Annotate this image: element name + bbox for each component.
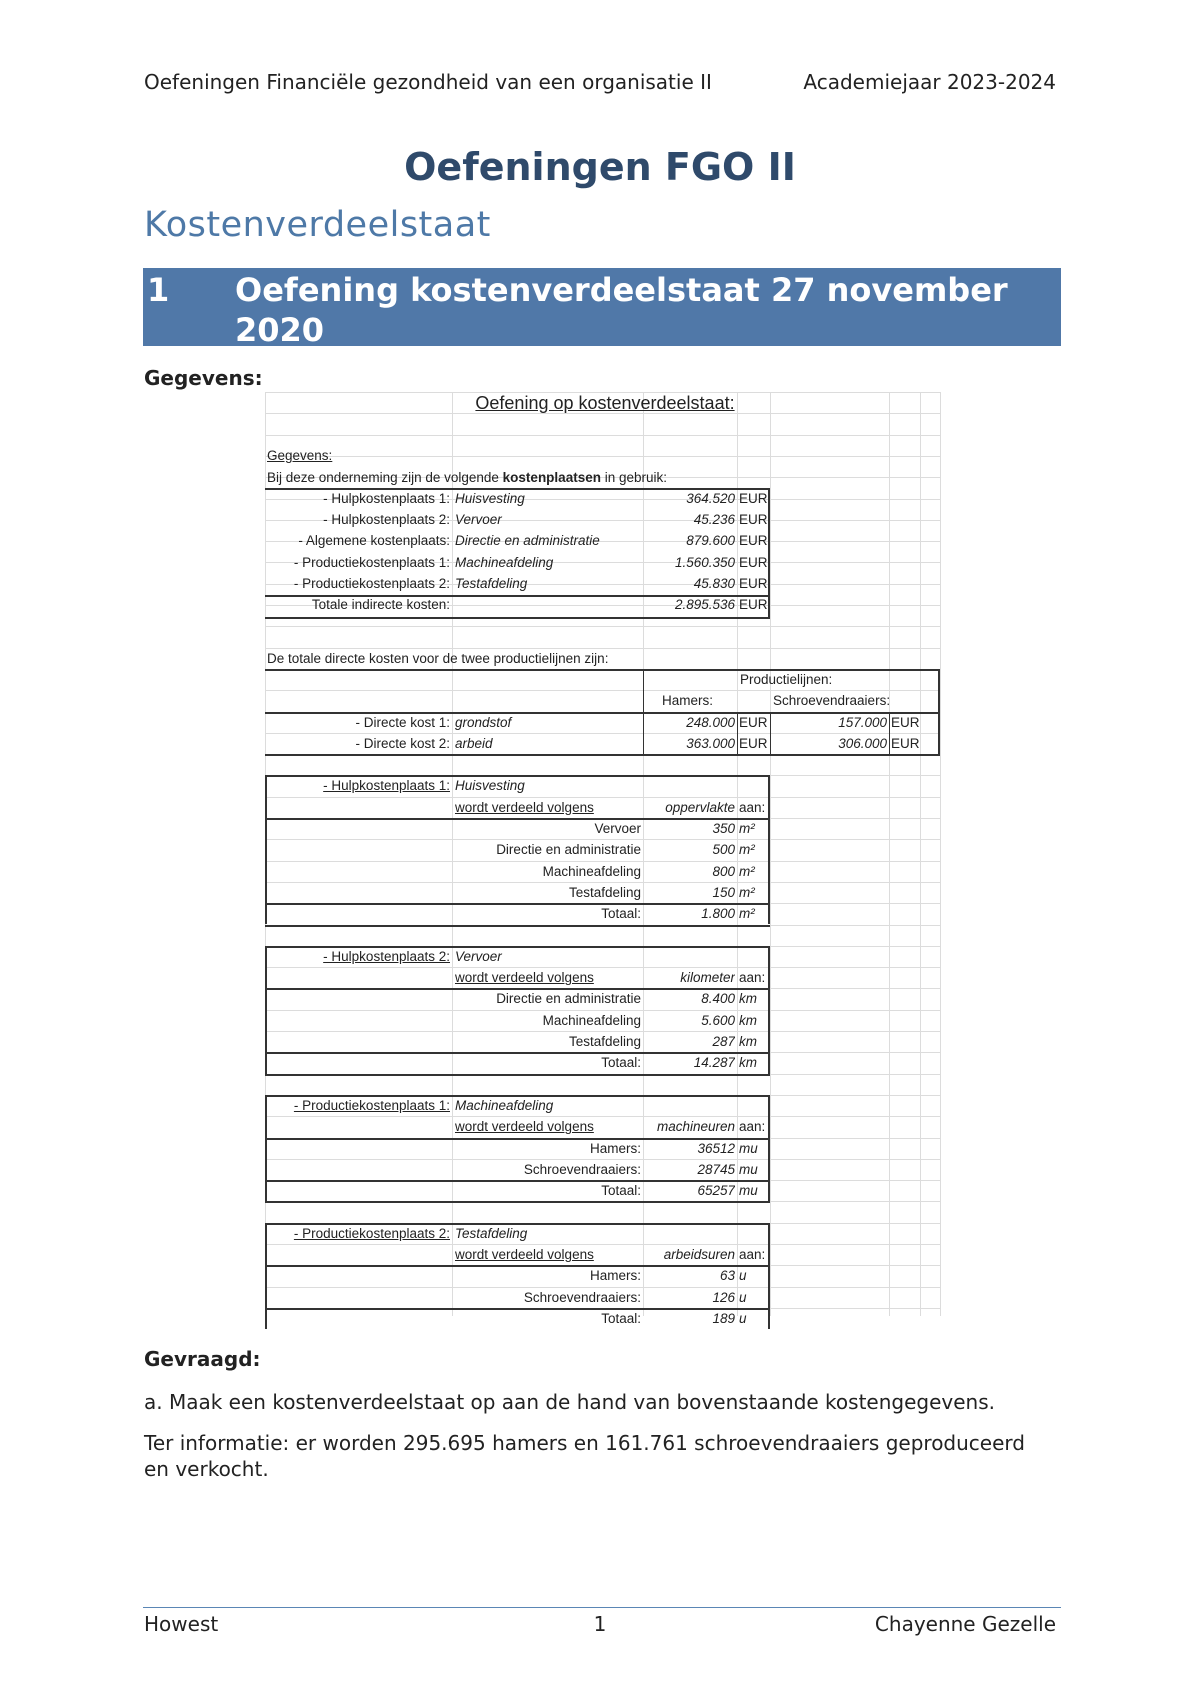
box-border [768,775,770,924]
block-total-unit: u [739,1310,747,1326]
header-academic-year: Academiejaar 2023-2024 [803,70,1056,94]
block-key: kilometer [680,970,735,986]
block-name: Testafdeling [455,1225,528,1241]
block-row-unit: m² [739,842,755,858]
box-border [265,1095,267,1202]
kostenplaats-name: Vervoer [455,512,502,528]
direct-kost-name: arbeid [455,735,493,751]
block-row-value: 500 [712,842,735,858]
totaal-indirect-unit: EUR [739,597,768,613]
block-row-name: Machineafdeling [542,1012,641,1028]
box-border [265,754,940,756]
block-name: Huisvesting [455,778,525,794]
gridline-vertical [940,392,941,1316]
block-total-unit: km [739,1055,757,1071]
gridline-vertical [770,392,771,1316]
direct-kost-hamers: 248.000 [686,714,735,730]
block-verdeeld-label: wordt verdeeld volgens [455,799,594,815]
gridline-horizontal [265,626,940,627]
kostenplaats-value: 45.830 [693,576,735,592]
block-row-name: Directie en administratie [496,842,641,858]
block-row-value: 8.400 [701,991,735,1007]
block-label: - Hulpkostenplaats 1: [323,778,450,794]
block-row-name: Directie en administratie [496,991,641,1007]
block-total-value: 14.287 [693,1055,735,1071]
block-verdeeld-label: wordt verdeeld volgens [455,1247,594,1262]
gridline-vertical [737,392,738,1316]
box-border [768,1095,770,1202]
block-total-unit: m² [739,906,755,922]
block-row-value: 63 [719,1268,735,1284]
block-name: Machineafdeling [455,1097,554,1113]
exercise-number: 1 [147,271,170,309]
block-total-label: Totaal: [601,1310,641,1326]
kostenplaats-label: - Productiekostenplaats 2: [293,576,450,592]
block-total-value: 65257 [697,1183,735,1199]
kostenplaats-name: Testafdeling [455,576,528,592]
footer-page-number: 1 [593,1612,607,1636]
sheet-gegevens-label: Gegevens: [267,448,333,464]
block-row-unit: m² [739,884,755,900]
box-border [889,712,890,755]
gridline-vertical [920,392,921,1316]
document-title: Oefeningen FGO II [404,145,796,189]
direct-kost-schroef: 306.000 [838,735,887,751]
direct-kost-schroef-unit: EUR [891,735,920,751]
kostenplaats-unit: EUR [739,554,768,570]
block-total-value: 189 [712,1310,735,1326]
block-row-value: 800 [712,863,735,879]
direct-kost-label: - Directe kost 1: [355,714,450,730]
block-verdeeld-label: wordt verdeeld volgens [455,1119,594,1135]
gridline-vertical [452,392,453,1316]
block-row-unit: m² [739,821,755,836]
block-row-unit: u [739,1268,747,1284]
kostenplaats-unit: EUR [739,533,768,549]
kostenplaats-unit: EUR [739,490,768,506]
kostenplaats-value: 1.560.350 [674,554,735,570]
header-course-title: Oefeningen Financiële gezondheid van een organisatie II [144,70,712,94]
box-border [265,1201,770,1203]
hamers-header: Hamers: [661,693,713,709]
block-aan: aan: [739,970,766,986]
kostenplaats-name: Directie en administratie [455,533,600,549]
direct-kost-label: - Directe kost 2: [355,735,450,751]
block-key: arbeidsuren [663,1247,735,1262]
footer-divider [143,1607,1061,1608]
question-a: a. Maak een kostenverdeelstaat op aan de hand van bovenstaande kostengegevens. [144,1390,995,1414]
block-label: - Productiekostenplaats 2: [293,1225,450,1241]
footer-institution: Howest [144,1612,219,1636]
block-verdeeld-label: wordt verdeeld volgens [455,970,594,986]
block-label: - Hulpkostenplaats 2: [323,948,450,964]
direct-kost-name: grondstof [455,714,512,730]
box-border [768,946,770,1074]
block-row-value: 28745 [697,1161,735,1177]
box-border [265,775,267,924]
block-total-label: Totaal: [601,1183,641,1199]
block-row-name: Schroevendraaiers: [523,1289,641,1305]
block-label: - Productiekostenplaats 1: [293,1097,450,1113]
block-row-unit: u [739,1289,747,1305]
box-border [265,1223,770,1225]
spreadsheet-image [265,392,940,1326]
block-row-unit: m² [739,863,755,879]
block-row-value: 350 [712,821,735,836]
box-border [737,712,738,755]
block-row-name: Hamers: [589,1268,641,1284]
page-header [144,70,1056,94]
box-border [265,946,770,948]
block-row-unit: mu [739,1161,758,1177]
kostenplaats-value: 45.236 [693,512,735,528]
block-aan: aan: [739,1247,766,1262]
section-title: Kostenverdeelstaat [144,205,491,245]
info-text: Ter informatie: er worden 295.695 hamers en 161.761 schroevendraaiers geproduceerd en verkocht. [144,1431,1025,1481]
block-row-value: 36512 [697,1140,735,1156]
block-row-value: 126 [712,1289,735,1305]
kostenplaats-label: - Algemene kostenplaats: [298,533,450,549]
sheet-title: Oefening op kostenverdeelstaat: [475,393,735,414]
productielijnen-label: Productielijnen: [740,671,833,687]
kostenplaats-name: Huisvesting [455,490,525,506]
block-name: Vervoer [455,948,502,964]
box-border [938,669,940,754]
block-row-value: 287 [712,1034,735,1049]
gridline-vertical [889,392,890,1316]
totaal-indirect-value: 2.895.536 [674,597,735,613]
box-border [265,925,770,927]
sheet-intro: Bij deze onderneming zijn de volgende kostenplaatsen in gebruik: [267,469,668,485]
block-row-unit: km [739,991,757,1007]
direct-kost-hamers-unit: EUR [739,735,768,751]
box-border [265,669,940,671]
kostenplaats-value: 364.520 [686,490,735,506]
block-key: oppervlakte [665,799,735,815]
block-row-name: Testafdeling [568,1034,641,1049]
block-row-name: Testafdeling [568,884,641,900]
block-total-label: Totaal: [601,906,641,922]
direct-kost-schroef-unit: EUR [891,714,920,730]
kostenplaats-value: 879.600 [686,533,735,549]
schroevendraaiers-header: Schroevendraaiers: [773,693,891,709]
kostenplaats-unit: EUR [739,512,768,528]
box-border [265,775,770,777]
block-total-value: 1.800 [701,906,735,922]
block-row-name: Vervoer [594,821,641,836]
box-border [768,1223,770,1330]
kostenplaats-label: - Hulpkostenplaats 2: [323,512,450,528]
block-total-unit: mu [739,1183,758,1199]
block-key: machineuren [656,1119,735,1135]
footer-author: Chayenne Gezelle [874,1612,1056,1636]
direct-intro: De totale directe kosten voor de twee productielijnen zijn: [267,650,609,666]
kostenplaats-label: - Productiekostenplaats 1: [293,554,450,570]
block-aan: aan: [739,799,766,815]
box-border [265,1074,770,1076]
totaal-indirect-label: Totale indirecte kosten: [311,597,450,613]
direct-kost-hamers-unit: EUR [739,714,768,730]
block-row-name: Hamers: [589,1140,641,1156]
kostenplaats-unit: EUR [739,576,768,592]
block-row-value: 5.600 [701,1012,735,1028]
exercise-title-line2: 2020 [235,311,325,349]
block-row-value: 150 [712,884,735,900]
block-aan: aan: [739,1119,766,1135]
box-border [265,617,770,619]
direct-kost-schroef: 157.000 [838,714,887,730]
block-total-label: Totaal: [601,1055,641,1071]
block-row-unit: mu [739,1140,758,1156]
direct-kost-hamers: 363.000 [686,735,735,751]
block-row-name: Schroevendraaiers: [523,1161,641,1177]
box-border [768,488,770,618]
gevraagd-label: Gevraagd: [144,1347,261,1371]
exercise-title [235,270,1008,349]
box-border [265,946,267,1074]
block-row-unit: km [739,1012,757,1028]
box-border [265,1095,770,1097]
gridline-horizontal [265,435,940,436]
gegevens-label: Gegevens: [144,366,263,390]
kostenplaats-name: Machineafdeling [455,554,554,570]
block-row-unit: km [739,1034,757,1049]
exercise-heading [143,268,1061,349]
box-border [265,595,770,597]
exercise-title-line1: Oefening kostenverdeelstaat 27 november [235,271,1008,309]
box-border [265,1223,267,1330]
block-row-name: Machineafdeling [542,863,641,879]
box-border [265,488,770,490]
kostenplaats-label: - Hulpkostenplaats 1: [323,490,450,506]
